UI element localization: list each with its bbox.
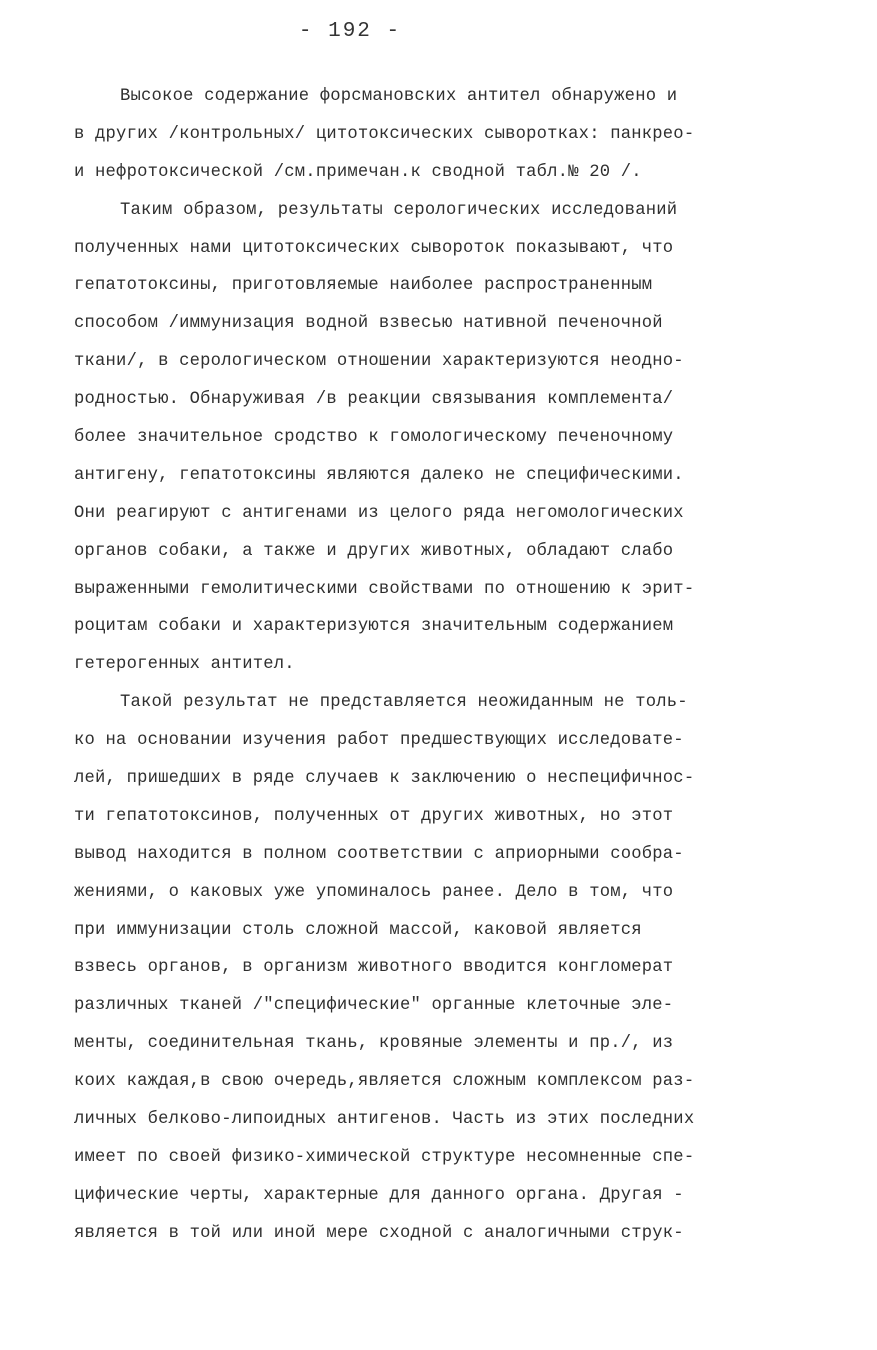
text-line: антигену, гепатотоксины являются далеко не специфическими. xyxy=(74,465,684,485)
text-line: ткани/, в серологическом отношении характеризуются неодно- xyxy=(74,352,684,372)
text-line: цифические черты, характерные для данного органа. Другая - xyxy=(74,1185,684,1205)
text-line: личных белково-липоидных антигенов. Часть из этих последних xyxy=(74,1110,695,1130)
text-line: выраженными гемолитическими свойствами по отношению к эрит- xyxy=(74,579,695,599)
text-line: коих каждая,в свою очередь,является сложным комплексом раз- xyxy=(74,1072,695,1092)
text-line: жениями, о каковых уже упоминалось ранее. Дело в том, что xyxy=(74,882,674,902)
text-line: вывод находится в полном соответствии с априорными сообра- xyxy=(74,844,684,864)
paragraph-1 xyxy=(74,78,814,192)
text-line: полученных нами цитотоксических сывороток показывают, что xyxy=(74,238,674,258)
paragraph-3 xyxy=(74,684,814,1252)
text-line: ти гепатотоксинов, полученных от других животных, но этот xyxy=(74,806,674,826)
text-line: и нефротоксической /см.примечан.к сводной табл.№ 20 /. xyxy=(74,162,642,182)
text-line: различных тканей /"специфические" органные клеточные эле- xyxy=(74,996,674,1016)
text-line: является в той или иной мере сходной с аналогичными струк- xyxy=(74,1223,684,1243)
text-line: способом /иммунизация водной взвесью нативной печеночной xyxy=(74,314,663,334)
text-line: гетерогенных антител. xyxy=(74,655,295,675)
text-line: ко на основании изучения работ предшествующих исследовате- xyxy=(74,731,684,751)
text-line: Такой результат не представляется неожиданным не толь- xyxy=(120,693,688,713)
text-line: менты, соединительная ткань, кровяные элементы и пр./, из xyxy=(74,1034,674,1054)
text-line: роцитам собаки и характеризуются значительным содержанием xyxy=(74,617,674,637)
text-line: лей, пришедших в ряде случаев к заключению о неспецифичнос- xyxy=(74,769,695,789)
text-line: Они реагируют с антигенами из целого ряда негомологических xyxy=(74,503,684,523)
text-line: имеет по своей физико-химической структуре несомненные спе- xyxy=(74,1147,695,1167)
text-line: гепатотоксины, приготовляемые наиболее распространенным xyxy=(74,276,653,296)
text-line: родностью. Обнаруживая /в реакции связывания комплемента/ xyxy=(74,390,674,410)
text-line: Таким образом, результаты серологических исследований xyxy=(120,200,678,220)
text-line: Высокое содержание форсмановских антител обнаружено и xyxy=(120,87,678,106)
text-line: при иммунизации столь сложной массой, каковой является xyxy=(74,920,642,940)
text-line: более значительное сродство к гомологическому печеночному xyxy=(74,428,674,448)
body-text xyxy=(74,78,814,1253)
text-line: в других /контрольных/ цитотоксических сыворотках: панкрео- xyxy=(74,124,695,144)
paragraph-2 xyxy=(74,192,814,685)
text-line: взвесь органов, в организм животного вводится конгломерат xyxy=(74,958,674,978)
text-line: органов собаки, а также и других животных, обладают слабо xyxy=(74,541,674,561)
page-number: - 192 - xyxy=(298,20,402,43)
